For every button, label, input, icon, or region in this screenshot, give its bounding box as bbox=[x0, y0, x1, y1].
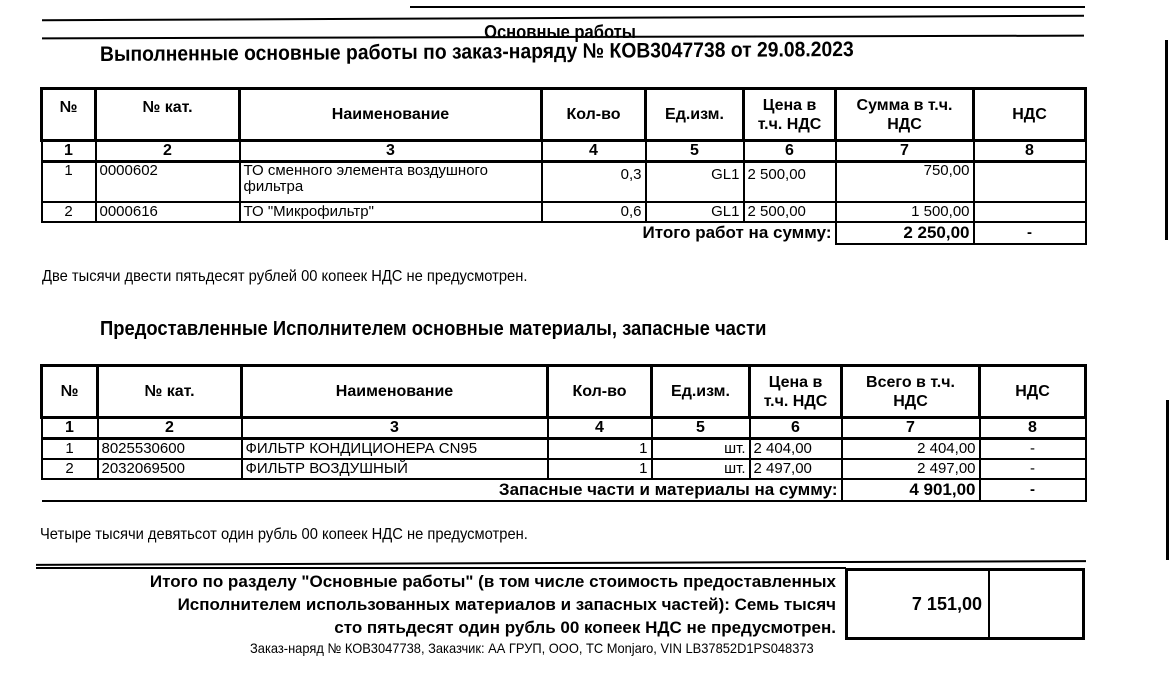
works-total-label: Итого работ на сумму: bbox=[642, 223, 832, 242]
header-sum bbox=[842, 366, 980, 418]
colnum-4: 4 bbox=[548, 418, 652, 439]
row-name: ФИЛЬТР КОНДИЦИОНЕРА CN95 bbox=[242, 439, 548, 459]
row-sum: 750,00 bbox=[836, 162, 974, 202]
works-total-value: 2 250,00 bbox=[836, 222, 974, 244]
table-row bbox=[42, 202, 1086, 222]
colnum-4: 4 bbox=[542, 141, 646, 162]
header-cat: № кат. bbox=[96, 89, 240, 141]
header-unit: Ед.изм. bbox=[652, 366, 750, 418]
grand-total-text bbox=[36, 570, 836, 639]
materials-total-vat: - bbox=[980, 479, 1086, 501]
header-num: № bbox=[42, 89, 96, 141]
row-unit: шт. bbox=[652, 439, 750, 459]
row-qty: 0,6 bbox=[542, 202, 646, 222]
row-num: 2 bbox=[42, 202, 96, 222]
materials-header-row bbox=[42, 366, 1086, 418]
section-title: Основные работы bbox=[484, 22, 636, 42]
row-sum: 2 404,00 bbox=[842, 439, 980, 459]
header-name: Наименование bbox=[242, 366, 548, 418]
header-price bbox=[744, 89, 836, 141]
colnum-1: 1 bbox=[42, 418, 98, 439]
colnum-3: 3 bbox=[240, 141, 542, 162]
materials-column-numbers-row bbox=[42, 418, 1086, 439]
header-price-line1: Цена в bbox=[768, 373, 823, 391]
grand-total-rule-1 bbox=[36, 560, 1086, 566]
colnum-7: 7 bbox=[836, 141, 974, 162]
row-unit: шт. bbox=[652, 459, 750, 479]
materials-table bbox=[40, 364, 1087, 502]
materials-total-label: Запасные части и материалы на сумму: bbox=[242, 479, 842, 501]
header-vat: НДС bbox=[980, 366, 1086, 418]
row-sum: 2 497,00 bbox=[842, 459, 980, 479]
row-cat: 0000602 bbox=[96, 162, 240, 202]
works-total-row bbox=[42, 222, 1086, 244]
row-vat bbox=[974, 162, 1086, 202]
row-price: 2 500,00 bbox=[744, 162, 836, 202]
colnum-2: 2 bbox=[98, 418, 242, 439]
row-num: 1 bbox=[42, 439, 98, 459]
row-unit: GL1 bbox=[646, 162, 744, 202]
row-cat: 2032069500 bbox=[98, 459, 242, 479]
header-sum-line1: Всего в т.ч. bbox=[866, 373, 955, 391]
colnum-5: 5 bbox=[646, 141, 744, 162]
materials-total-value: 4 901,00 bbox=[842, 479, 980, 501]
grand-total-value: 7 151,00 bbox=[848, 571, 990, 637]
section-rule-top bbox=[42, 15, 1084, 22]
grand-total-box bbox=[845, 568, 1085, 640]
row-price: 2 404,00 bbox=[750, 439, 842, 459]
colnum-3: 3 bbox=[242, 418, 548, 439]
header-qty: Кол-во bbox=[542, 89, 646, 141]
colnum-2: 2 bbox=[96, 141, 240, 162]
row-qty: 1 bbox=[548, 439, 652, 459]
materials-title: Предоставленные Исполнителем основные материалы, запасные части bbox=[100, 318, 767, 340]
header-cat: № кат. bbox=[98, 366, 242, 418]
row-qty: 1 bbox=[548, 459, 652, 479]
table-row bbox=[42, 459, 1086, 479]
document-title: Выполненные основные работы по заказ-наряду № КОВ3047738 от 29.08.2023 bbox=[99, 37, 854, 66]
colnum-6: 6 bbox=[744, 141, 836, 162]
row-price: 2 500,00 bbox=[744, 202, 836, 222]
header-vat: НДС bbox=[974, 89, 1086, 141]
colnum-8: 8 bbox=[980, 418, 1086, 439]
row-name: ТО сменного элемента воздушного фильтра bbox=[240, 162, 542, 202]
colnum-6: 6 bbox=[750, 418, 842, 439]
works-total-vat: - bbox=[974, 222, 1086, 244]
top-rule bbox=[410, 6, 1085, 8]
footer-order-info: Заказ-наряд № КОВ3047738, Заказчик: АА ГРУП, ООО, ТС Monjaro, VIN LB37852D1PS048373 bbox=[250, 640, 814, 656]
grand-total-line-3: сто пятьдесят один рубль 00 копеек НДС не предусмотрен. bbox=[334, 618, 836, 637]
row-name: ФИЛЬТР ВОЗДУШНЫЙ bbox=[242, 459, 548, 479]
grand-total-line-1: Итого по разделу "Основные работы" (в том числе стоимость предоставленных bbox=[149, 572, 836, 591]
header-sum-line2: НДС bbox=[893, 392, 928, 410]
row-sum: 1 500,00 bbox=[836, 202, 974, 222]
works-column-numbers-row bbox=[42, 141, 1086, 162]
row-unit: GL1 bbox=[646, 202, 744, 222]
colnum-7: 7 bbox=[842, 418, 980, 439]
header-num: № bbox=[42, 366, 98, 418]
header-price bbox=[750, 366, 842, 418]
colnum-8: 8 bbox=[974, 141, 1086, 162]
row-vat: - bbox=[980, 459, 1086, 479]
header-qty: Кол-во bbox=[548, 366, 652, 418]
header-sum-line1: Сумма в т.ч. bbox=[856, 96, 953, 114]
works-table bbox=[40, 87, 1087, 245]
header-price-line1: Цена в bbox=[762, 96, 817, 114]
materials-amount-in-words: Четыре тысячи девятьсот один рубль 00 копеек НДС не предусмотрен. bbox=[40, 526, 528, 543]
colnum-1: 1 bbox=[42, 141, 96, 162]
row-vat bbox=[974, 202, 1086, 222]
table-row bbox=[42, 439, 1086, 459]
row-qty: 0,3 bbox=[542, 162, 646, 202]
row-name: ТО "Микрофильтр" bbox=[240, 202, 542, 222]
colnum-5: 5 bbox=[652, 418, 750, 439]
row-num: 2 bbox=[42, 459, 98, 479]
header-unit: Ед.изм. bbox=[646, 89, 744, 141]
scan-edge-mark bbox=[1165, 40, 1168, 240]
header-sum bbox=[836, 89, 974, 141]
row-cat: 0000616 bbox=[96, 202, 240, 222]
scan-edge-mark bbox=[1166, 400, 1169, 560]
works-header-row bbox=[42, 89, 1086, 141]
row-cat: 8025530600 bbox=[98, 439, 242, 459]
grand-total-vat bbox=[990, 571, 1082, 637]
header-price-line2: т.ч. НДС bbox=[763, 392, 828, 410]
row-num: 1 bbox=[42, 162, 96, 202]
header-name: Наименование bbox=[240, 89, 542, 141]
header-price-line2: т.ч. НДС bbox=[757, 115, 822, 133]
table-row bbox=[42, 162, 1086, 202]
works-amount-in-words: Две тысячи двести пятьдесят рублей 00 копеек НДС не предусмотрен. bbox=[42, 268, 528, 285]
grand-total-line-2: Исполнителем использованных материалов и запасных частей): Семь тысяч bbox=[177, 595, 836, 614]
row-vat: - bbox=[980, 439, 1086, 459]
grand-total-rule-2 bbox=[36, 567, 846, 569]
materials-total-row bbox=[42, 479, 1086, 501]
header-sum-line2: НДС bbox=[887, 115, 922, 133]
row-price: 2 497,00 bbox=[750, 459, 842, 479]
